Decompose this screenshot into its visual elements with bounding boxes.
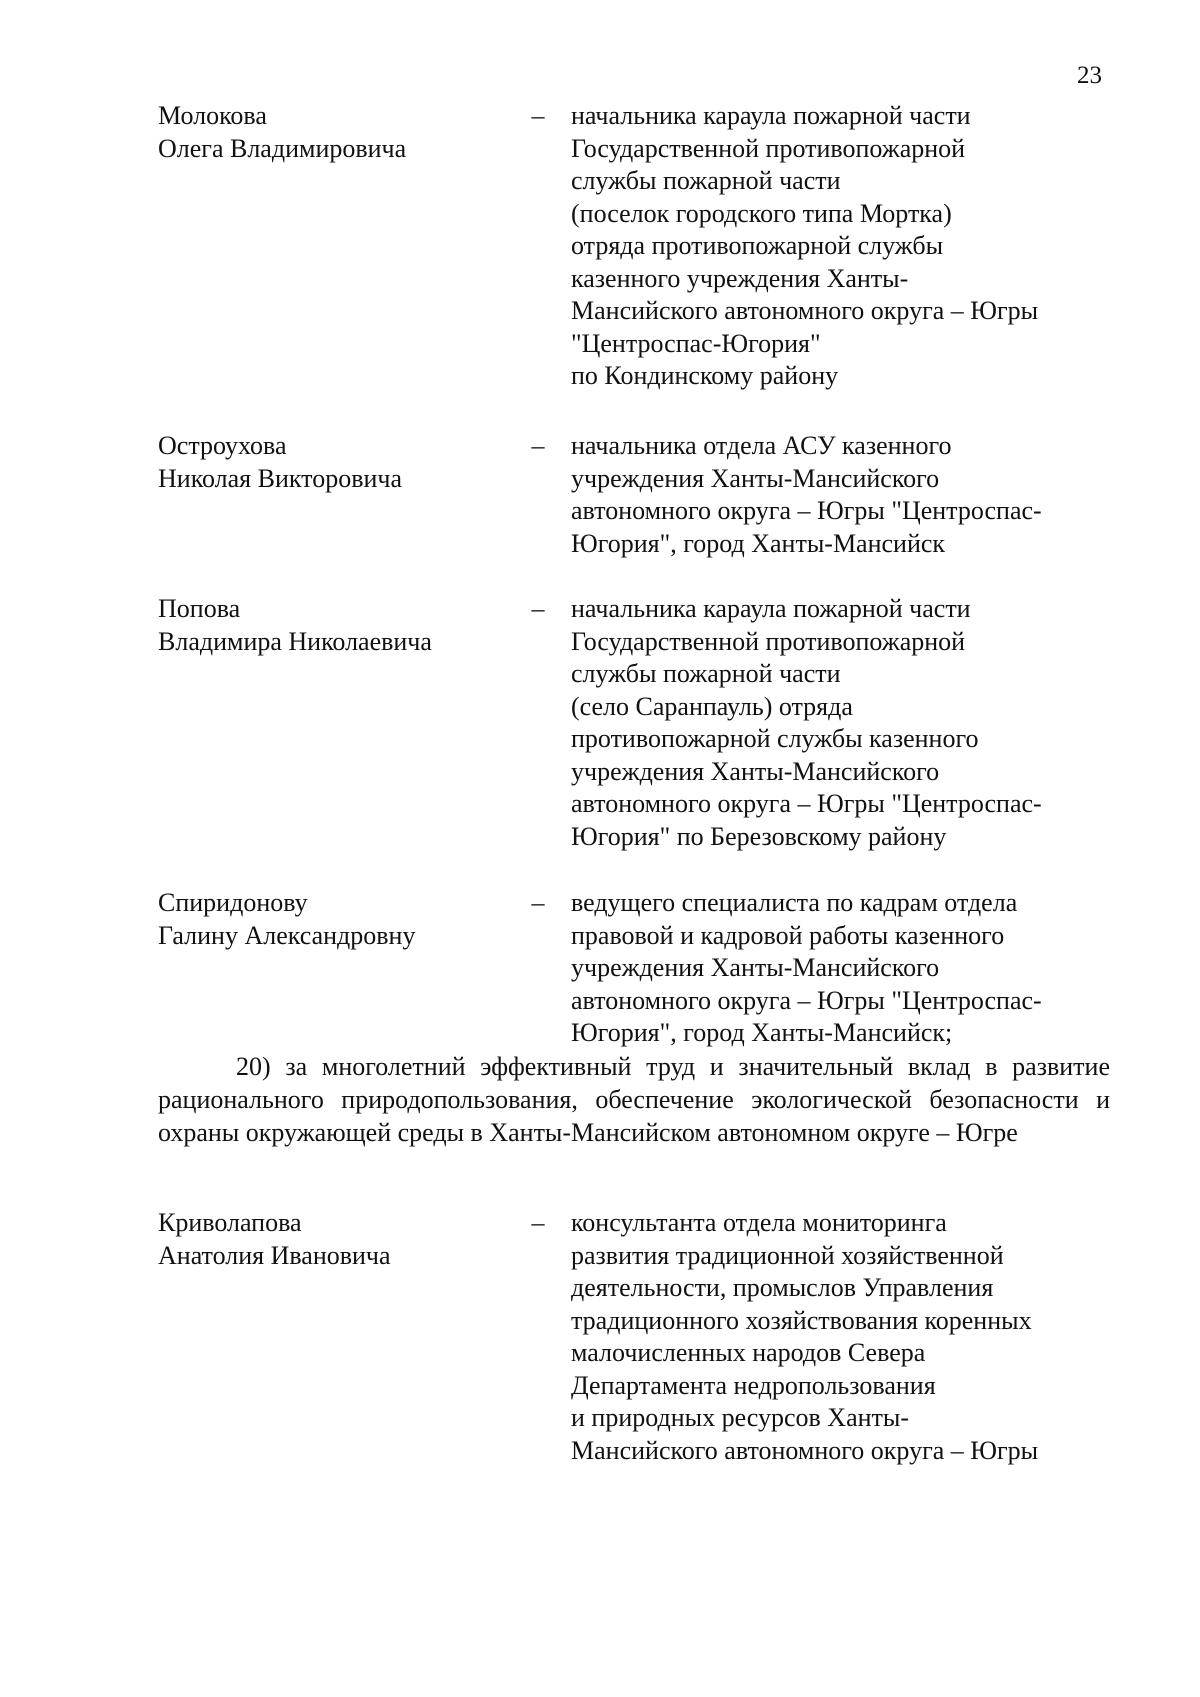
awardee-position: начальника караула пожарной части Государственной противопожарной службы пожарной части (село Саранпауль) отряда противопожарной службы казенного учреждения Ханты-Мансийского автономного округа – Югры "Центроспас- Югория" по Березовскому району xyxy=(571,594,1042,851)
awardee-name: Молокова Олега Владимировича xyxy=(158,101,407,163)
entry-dash: – xyxy=(531,101,545,130)
awardee-position: начальника караула пожарной части Государственной противопожарной службы пожарной части (поселок городского типа Мортка) отряда противопожарной службы казенного учреждения Ханты- Мансийского автономного округа – Югры "Центроспас-Югория" по Кондинскому району xyxy=(571,101,1039,390)
awardee-name: Спиридонову Галину Александровну xyxy=(158,888,416,950)
entry-dash: – xyxy=(531,1208,545,1237)
entry-dash: – xyxy=(531,431,545,460)
awardee-name: Остроухова Николая Викторовича xyxy=(158,431,403,493)
awardee-position: консультанта отдела мониторинга развития традиционной хозяйственной деятельности, промыслов Управления традиционного хозяйствования коренных малочисленных народов Севера Департамента недропользования и природных ресурсов Ханты- Мансийского автономного округа – Югры xyxy=(571,1208,1039,1465)
entry-dash: – xyxy=(531,594,545,623)
awardee-position: ведущего специалиста по кадрам отдела правовой и кадровой работы казенного учреждения Ханты-Мансийского автономного округа – Югры "Центроспас- Югория", город Ханты-Мансийск; xyxy=(571,888,1042,1047)
awardee-name: Криволапова Анатолия Ивановича xyxy=(158,1208,391,1270)
section-20-paragraph: 20) за многолетний эффективный труд и значительный вклад в развитие рационального природопользования, обеспечение экологической безопасности и охраны окружающей среды в Ханты-Мансийском автономном округе – Югре xyxy=(158,1052,1110,1147)
awardee-name: Попова Владимира Николаевича xyxy=(158,594,432,656)
page-number: 23 xyxy=(1077,62,1102,89)
awardee-position: начальника отдела АСУ казенного учреждения Ханты-Мансийского автономного округа – Югры "Центроспас- Югория", город Ханты-Мансийск xyxy=(571,431,1042,558)
entry-dash: – xyxy=(531,888,545,917)
